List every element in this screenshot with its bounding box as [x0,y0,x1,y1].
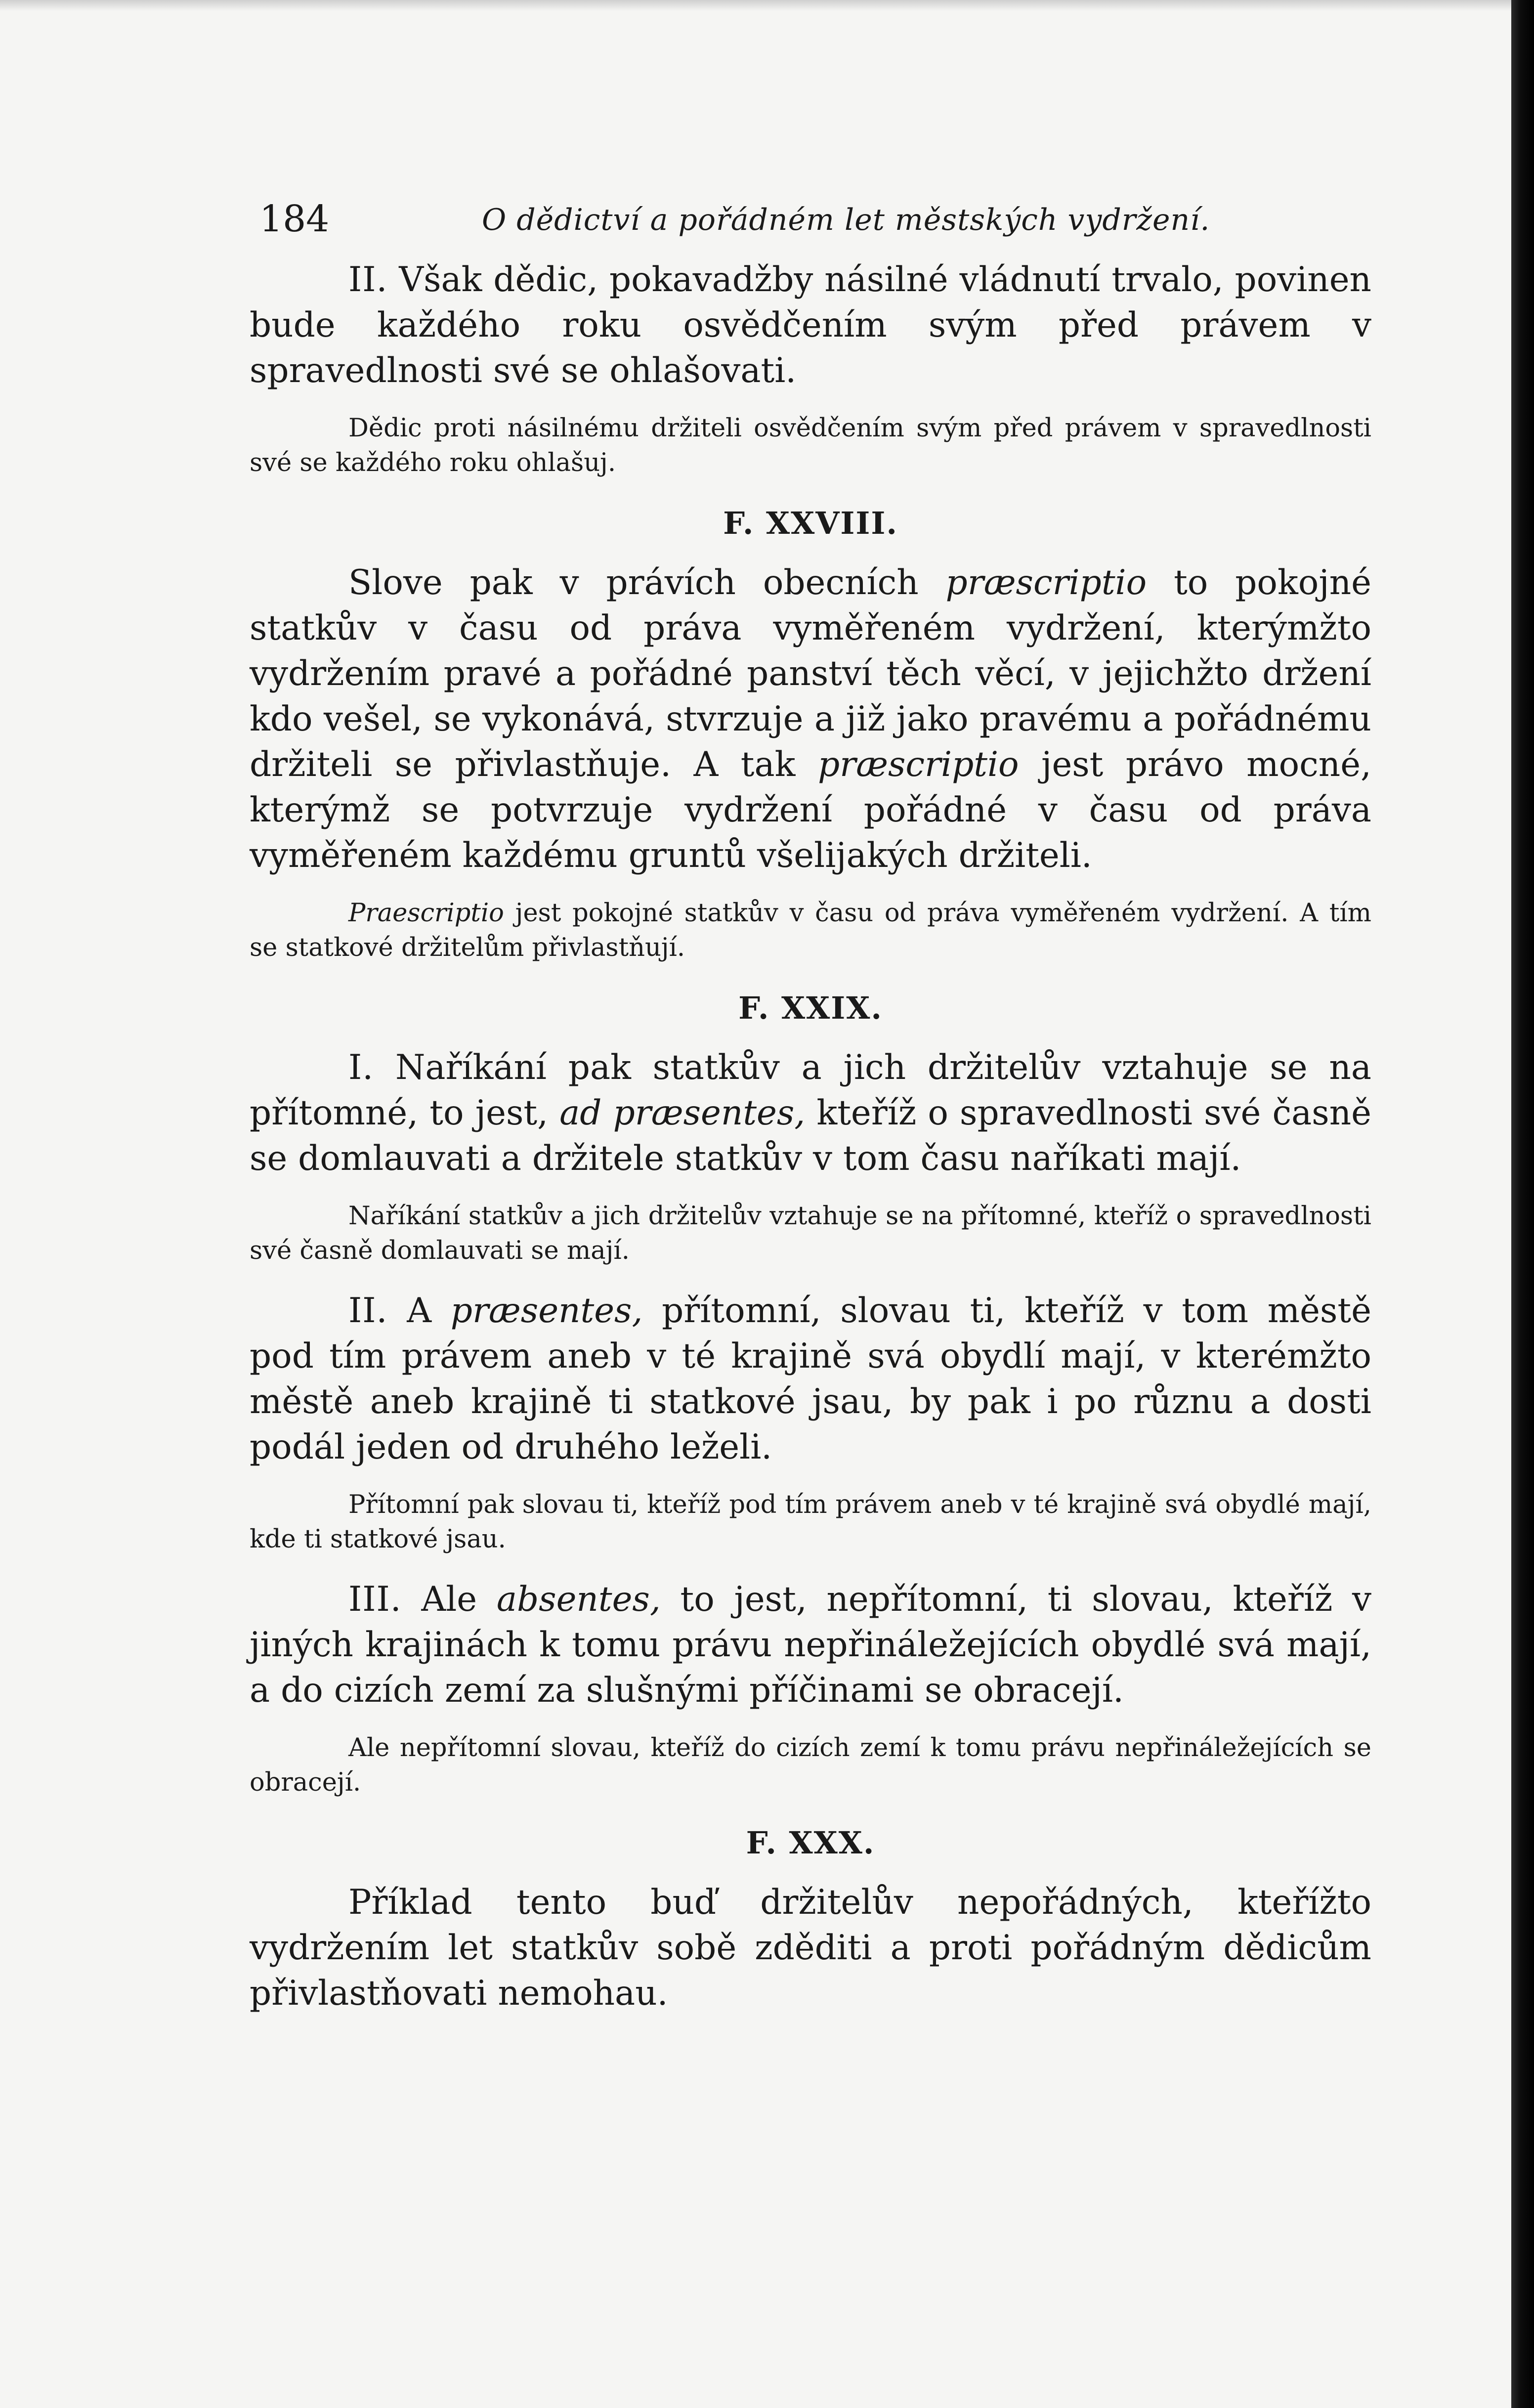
latin-term: Praescriptio [348,899,504,928]
gloss-heirs: Dědic proti násilnému držiteli osvědčením svým před právem v spravedlnosti své se každého roku ohlašuj. [250,414,1371,477]
section-heading-xxx: F. XXX. [746,1825,875,1861]
paragraph-text: Slove pak v právích obecních [348,563,946,602]
gloss-praesentes: Přítomní pak slovau ti, kteříž pod tím právem aneb v té krajině svá obydlé mají, kde ti statkové jsau. [250,1490,1371,1554]
latin-term: præsentes, [450,1291,643,1331]
running-title: O dědictví a pořádném let městských vydržení. [482,203,1210,237]
paragraph-text: to pokojné statkův v času od práva vyměřeném vydržení, kterýmžto vydržením pravé a pořádné panství těch věcí, v jejichžto držení kdo vešel, se vykonává, stvrzuje a již jako pravému a pořádnému držiteli se přivlastňuje. A tak [250,563,1371,784]
paragraph-number: I. [348,1048,374,1087]
section-heading-xxviii: F. XXVIII. [723,505,898,541]
paragraph-ii-heirs [250,257,1371,393]
section-heading-xxix: F. XXIX. [738,990,883,1026]
latin-term: ad præsentes, [559,1093,806,1133]
paragraph-text: A [387,1291,451,1331]
paragraph-text: kteříž o spravedlnosti své časně se domlauvati a držitele statkův v tom času naříkati mají. [250,1093,1371,1178]
paragraph-number: II. [348,1291,388,1331]
latin-term: præscriptio [945,563,1147,602]
gloss-absentes: Ale nepřítomní slovau, kteříž do cizích zemí k tomu právu nepřináležejících se obracejí. [250,1733,1371,1797]
paragraph-ii-praesentes [250,1288,1371,1470]
scan-top-edge [0,0,1534,11]
paragraph-text: jest právo mocné, kterýmž se potvrzuje vydržení pořádné v času od práva vyměřeném každému gruntů všelijakých držiteli. [250,745,1371,875]
gloss-text: jest pokojné statkův v času od práva vyměřeném vydržení. A tím se statkové držitelům přivlastňují. [250,899,1371,962]
paragraph-number: II. [348,260,388,300]
paragraph-praescriptio [250,560,1371,878]
paragraph-text: Ale [401,1580,497,1619]
paragraph-iii-absentes [250,1577,1371,1713]
book-page [250,188,1371,2016]
paragraph-text: Naříkání pak statkův a jich držitelův vztahuje se na přítomné, to jest, [250,1048,1371,1133]
latin-term: præscriptio [817,745,1019,784]
paragraph-text: to jest, nepřítomní, ti slovau, kteříž v jiných krajinách k tomu právu nepřináležejících obydlé svá mají, a do cizích zemí za slušnými příčinami se obracejí. [250,1580,1371,1710]
paragraph-i-complaints [250,1045,1371,1181]
latin-term: absentes, [496,1580,661,1619]
paragraph-text: Však dědic, pokavadžby násilné vládnutí trvalo, povinen bude každého roku osvědčením svým před právem v spravedlnosti své se ohlašovati. [250,260,1371,390]
gloss-complaints: Naříkání statkův a jich držitelův vztahuje se na přítomné, kteříž o spravedlnosti své časně domlauvati se mají. [250,1202,1371,1265]
running-header [250,188,1371,257]
page-number: 184 [259,198,330,240]
scan-right-edge [1511,0,1534,2408]
paragraph-text: přítomní, slovau ti, kteříž v tom městě pod tím právem aneb v té krajině svá obydlí mají, v kterémžto městě aneb krajině ti statkové jsau, by pak i po různu a dosti podál jeden od druhého leželi. [250,1291,1371,1467]
paragraph-number: III. [348,1580,402,1619]
gloss-praescriptio [250,896,1371,965]
paragraph-example: Příklad tento buď držitelův nepořádných, kteřížto vydržením let statkův sobě zděditi a proti pořádným dědicům přivlastňovati nemohau. [250,1883,1371,2013]
